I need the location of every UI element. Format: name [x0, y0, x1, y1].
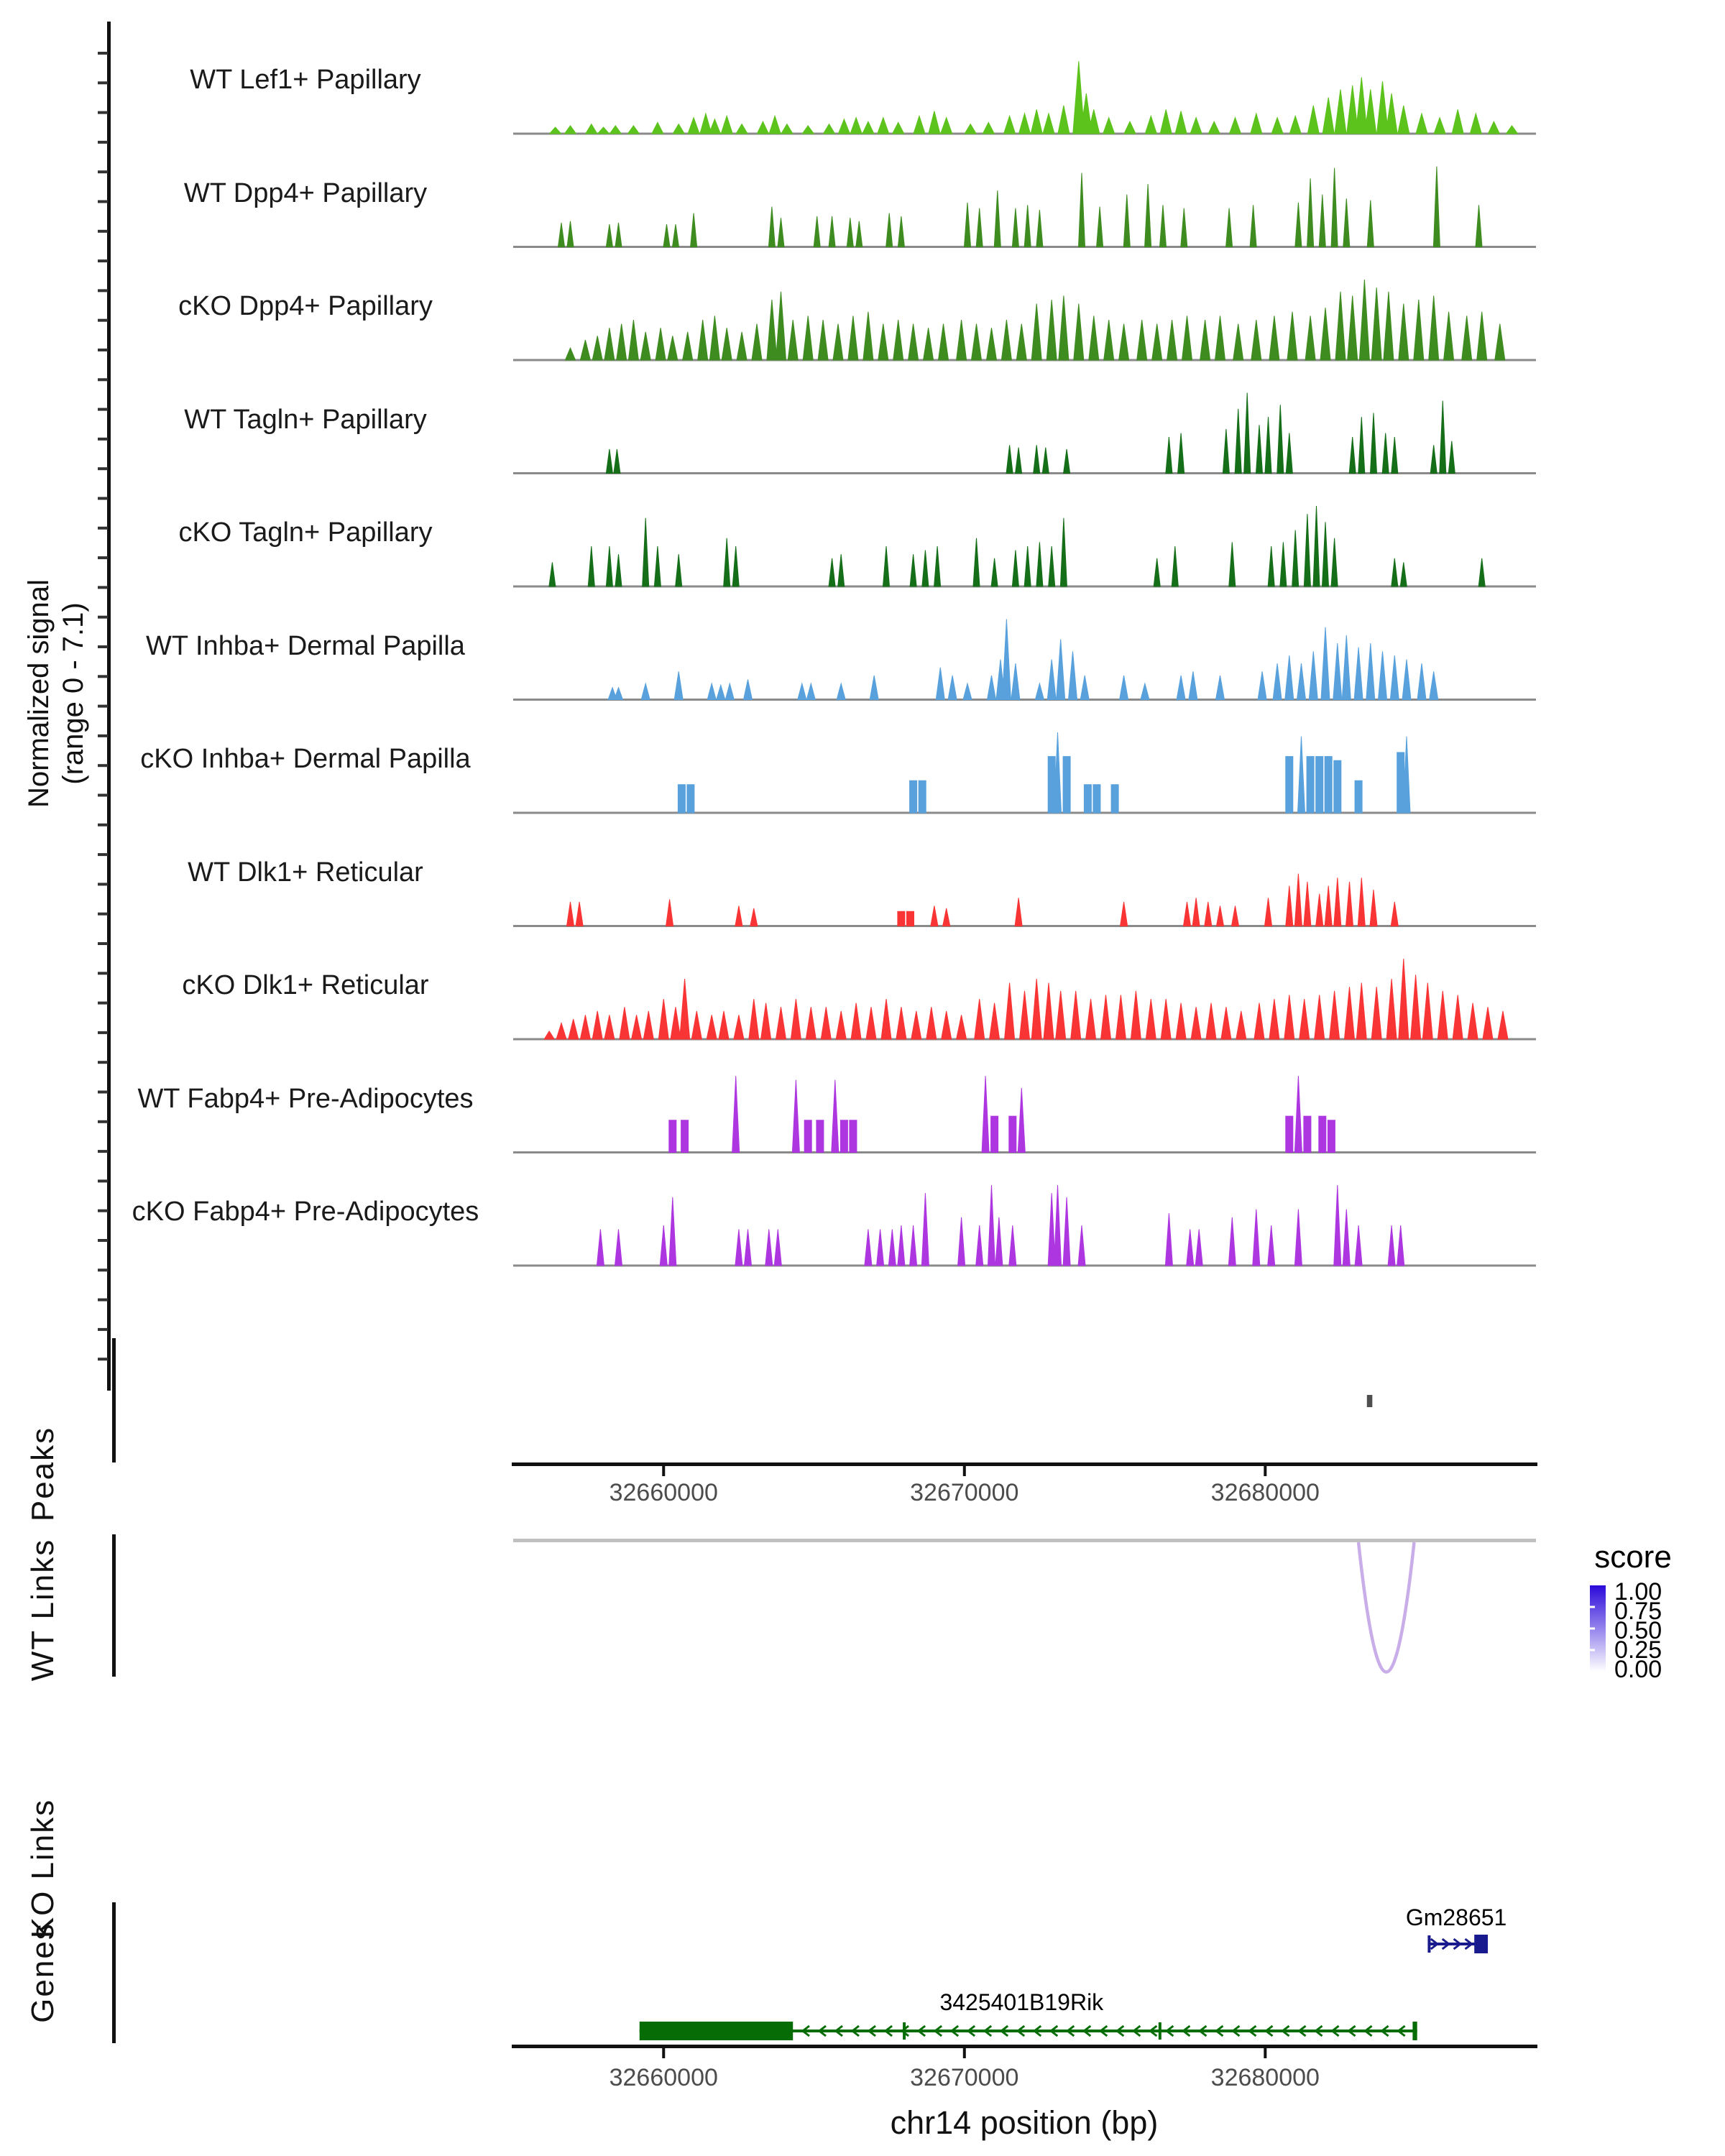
top-axis-tick-label: 32660000 — [609, 1479, 718, 1506]
gene-exon-tick — [1427, 1935, 1430, 1953]
top-axis-tick-label: 32670000 — [910, 1479, 1019, 1506]
signal-axis-tick — [98, 1091, 108, 1094]
track-label: WT Inhba+ Dermal Papilla — [146, 630, 465, 661]
bottom-axis-tick-label: 32660000 — [609, 2064, 718, 2091]
track-label: WT Lef1+ Papillary — [190, 65, 421, 95]
signal-axis-tick — [98, 81, 108, 84]
bottom-axis-tick-label: 32670000 — [910, 2064, 1019, 2091]
signal-axis-tick — [98, 52, 108, 55]
gene-exon-box — [640, 2022, 793, 2040]
coverage-area — [678, 732, 1410, 813]
signal-axis-tick — [98, 230, 108, 233]
top-axis-line — [512, 1462, 1537, 1466]
signal-axis-tick — [98, 467, 108, 470]
signal-axis-tick — [98, 349, 108, 351]
track-label: WT Fabp4+ Pre-Adipocytes — [137, 1083, 474, 1114]
top-axis-tick-label: 32680000 — [1210, 1479, 1320, 1506]
signal-axis-tick — [98, 527, 108, 530]
wt-links-bracket — [112, 1534, 116, 1677]
signal-axis-tick — [98, 586, 108, 589]
x-axis-title: chr14 position (bp) — [890, 2104, 1159, 2141]
signal-axis-tick — [98, 1358, 108, 1360]
signal-axis-tick — [98, 675, 108, 678]
coverage-area — [669, 1076, 1335, 1152]
signal-axis-tick — [98, 1268, 108, 1271]
bottom-axis-tick — [1264, 2048, 1266, 2058]
gene-label: Gm28651 — [1405, 1904, 1507, 1930]
signal-axis-tick — [98, 259, 108, 262]
signal-axis-tick — [98, 853, 108, 856]
signal-axis-tick — [98, 1002, 108, 1005]
gene-exon-tick — [1159, 2022, 1162, 2040]
bottom-axis-line — [512, 2045, 1537, 2048]
coverage-area — [544, 959, 1508, 1039]
signal-axis-tick — [98, 705, 108, 708]
signal-axis-tick — [98, 1120, 108, 1123]
legend-tick-label: 0.00 — [1614, 1656, 1662, 1683]
legend-bar-tick — [1590, 1606, 1595, 1608]
signal-axis-tick — [98, 497, 108, 500]
top-axis-tick — [963, 1466, 966, 1476]
track-label: cKO Inhba+ Dermal Papilla — [140, 744, 471, 774]
signal-axis-tick — [98, 1150, 108, 1153]
track-label: cKO Dpp4+ Papillary — [178, 291, 433, 321]
legend-tick-label: 0.75 — [1614, 1598, 1662, 1625]
signal-axis-tick — [98, 556, 108, 559]
signal-axis-tick — [98, 408, 108, 411]
gene-exon-box — [1474, 1935, 1488, 1953]
signal-axis-tick — [98, 734, 108, 737]
peak-region-mark — [1367, 1395, 1373, 1407]
signal-axis-tick — [98, 645, 108, 648]
bottom-axis-tick — [662, 2048, 665, 2058]
gene-exon-tick — [903, 2022, 906, 2040]
signal-axis-tick — [98, 1299, 108, 1302]
top-axis-tick — [662, 1466, 665, 1476]
gene-exon-box — [1412, 2022, 1417, 2040]
legend-bar-tick — [1590, 1649, 1595, 1651]
signal-axis-tick — [98, 616, 108, 619]
signal-axis-tick — [98, 794, 108, 797]
track-label: cKO Fabp4+ Pre-Adipocytes — [132, 1197, 479, 1227]
signal-axis-tick — [98, 824, 108, 826]
coverage-area — [597, 1185, 1404, 1266]
wt-links-section-label: WT Links — [25, 1538, 60, 1682]
signal-axis-tick — [98, 1328, 108, 1331]
top-axis-tick — [1264, 1466, 1266, 1476]
y-axis-title-line1: Normalized signal — [23, 579, 55, 808]
signal-axis-tick — [98, 111, 108, 114]
y-axis-title-line2: (range 0 - 7.1) — [58, 602, 89, 785]
track-label: WT Tagln+ Papillary — [184, 404, 427, 435]
signal-axis-tick — [98, 1179, 108, 1182]
signal-axis-tick — [98, 764, 108, 767]
signal-axis-tick — [98, 913, 108, 916]
signal-axis-tick — [98, 319, 108, 322]
peaks-section-label: Peaks — [25, 1426, 60, 1522]
legend-tick-label: 0.50 — [1614, 1617, 1662, 1644]
ko-links-section-label: KO Links — [25, 1798, 60, 1939]
legend-title: score — [1594, 1539, 1672, 1575]
peaks-bracket — [112, 1338, 116, 1462]
signal-axis-tick — [98, 883, 108, 885]
legend-tick-label: 0.25 — [1614, 1636, 1662, 1664]
signal-axis-tick — [98, 438, 108, 441]
track-label: cKO Tagln+ Papillary — [178, 517, 433, 548]
coverage-area — [558, 167, 1483, 247]
signal-axis-tick — [98, 378, 108, 381]
genes-section-label: Genes — [25, 1922, 60, 2023]
gene-label: 3425401B19Rik — [939, 1989, 1104, 2015]
signal-axis-tick — [98, 201, 108, 203]
track-label: WT Dlk1+ Reticular — [188, 857, 423, 888]
wt-link-arc — [1358, 1542, 1414, 1672]
bottom-axis-tick — [963, 2048, 966, 2058]
signal-axis-tick — [98, 972, 108, 975]
coverage-area — [549, 506, 1485, 586]
track-baseline — [513, 812, 1536, 814]
legend-bar-tick — [1590, 1628, 1595, 1630]
signal-axis-tick — [98, 1061, 108, 1064]
track-label: WT Dpp4+ Papillary — [183, 178, 428, 208]
track-label: cKO Dlk1+ Reticular — [182, 970, 429, 1000]
signal-axis-tick — [98, 1210, 108, 1212]
signal-axis-tick — [98, 1031, 108, 1034]
coverage-area — [566, 280, 1505, 360]
coverage-area — [567, 874, 1399, 926]
coverage-area — [608, 619, 1438, 700]
bottom-axis-tick-label: 32680000 — [1210, 2064, 1320, 2091]
signal-axis-tick — [98, 141, 108, 144]
wt-links-baseline — [513, 1539, 1536, 1542]
genes-bracket — [112, 1902, 116, 2043]
coverage-area — [550, 61, 1518, 134]
signal-axis-tick — [98, 289, 108, 292]
signal-axis-tick — [98, 170, 108, 173]
coverage-area — [606, 393, 1455, 474]
legend-tick-label: 1.00 — [1614, 1578, 1662, 1606]
signal-axis-tick — [98, 942, 108, 945]
signal-axis-tick — [98, 1239, 108, 1242]
